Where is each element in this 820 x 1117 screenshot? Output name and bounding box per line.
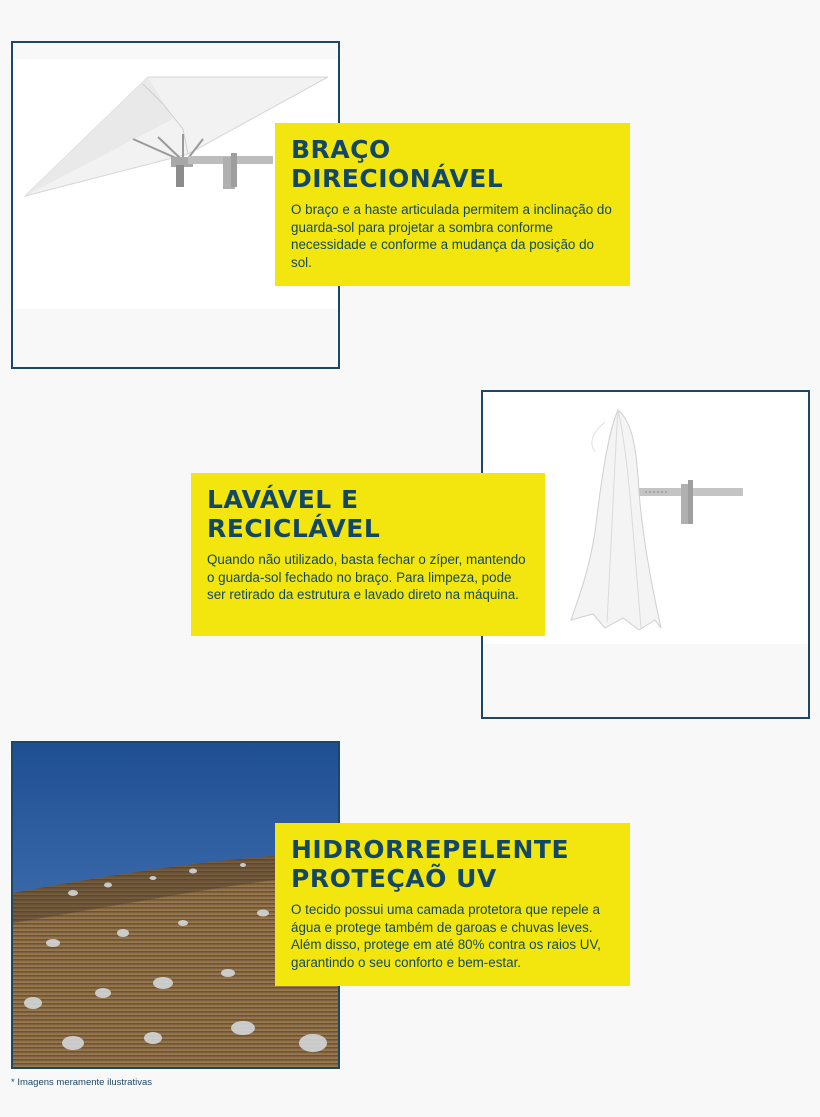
- feature-title: [207, 485, 529, 543]
- feature-title: [291, 135, 614, 193]
- feature-description: O tecido possui uma camada protetora que repele a água e protege também de garoas e chuvas leves. Além disso, protege em até 80% contra os raios UV, garantindo o seu conforto e bem-estar.: [291, 902, 601, 970]
- feature-card-hidrorrepelente: [275, 823, 630, 986]
- feature-card-braco: [275, 123, 630, 286]
- feature-title-line2: DIRECIONÁVEL: [291, 164, 504, 193]
- feature-description: Quando não utilizado, basta fechar o zíper, mantendo o guarda-sol fechado no braço. Para limpeza, pode ser retirado da estrutura e lavado direto na máquina.: [207, 552, 526, 602]
- feature-title-line1: LAVÁVEL E: [207, 485, 359, 514]
- feature-description: O braço e a haste articulada permitem a inclinação do guarda-sol para projetar a sombra conforme necessidade e conforme a mudança da posição do sol.: [291, 202, 612, 270]
- feature-title-line1: HIDRORREPELENTE: [291, 835, 570, 864]
- feature-title-line1: BRAÇO: [291, 135, 391, 164]
- footnote: * Imagens meramente ilustrativas: [11, 1077, 152, 1088]
- feature-title: [291, 835, 614, 893]
- feature-title-line2: PROTEÇAÕ UV: [291, 864, 497, 893]
- feature-card-lavavel: [191, 473, 545, 636]
- feature-title-line2: RECICLÁVEL: [207, 514, 381, 543]
